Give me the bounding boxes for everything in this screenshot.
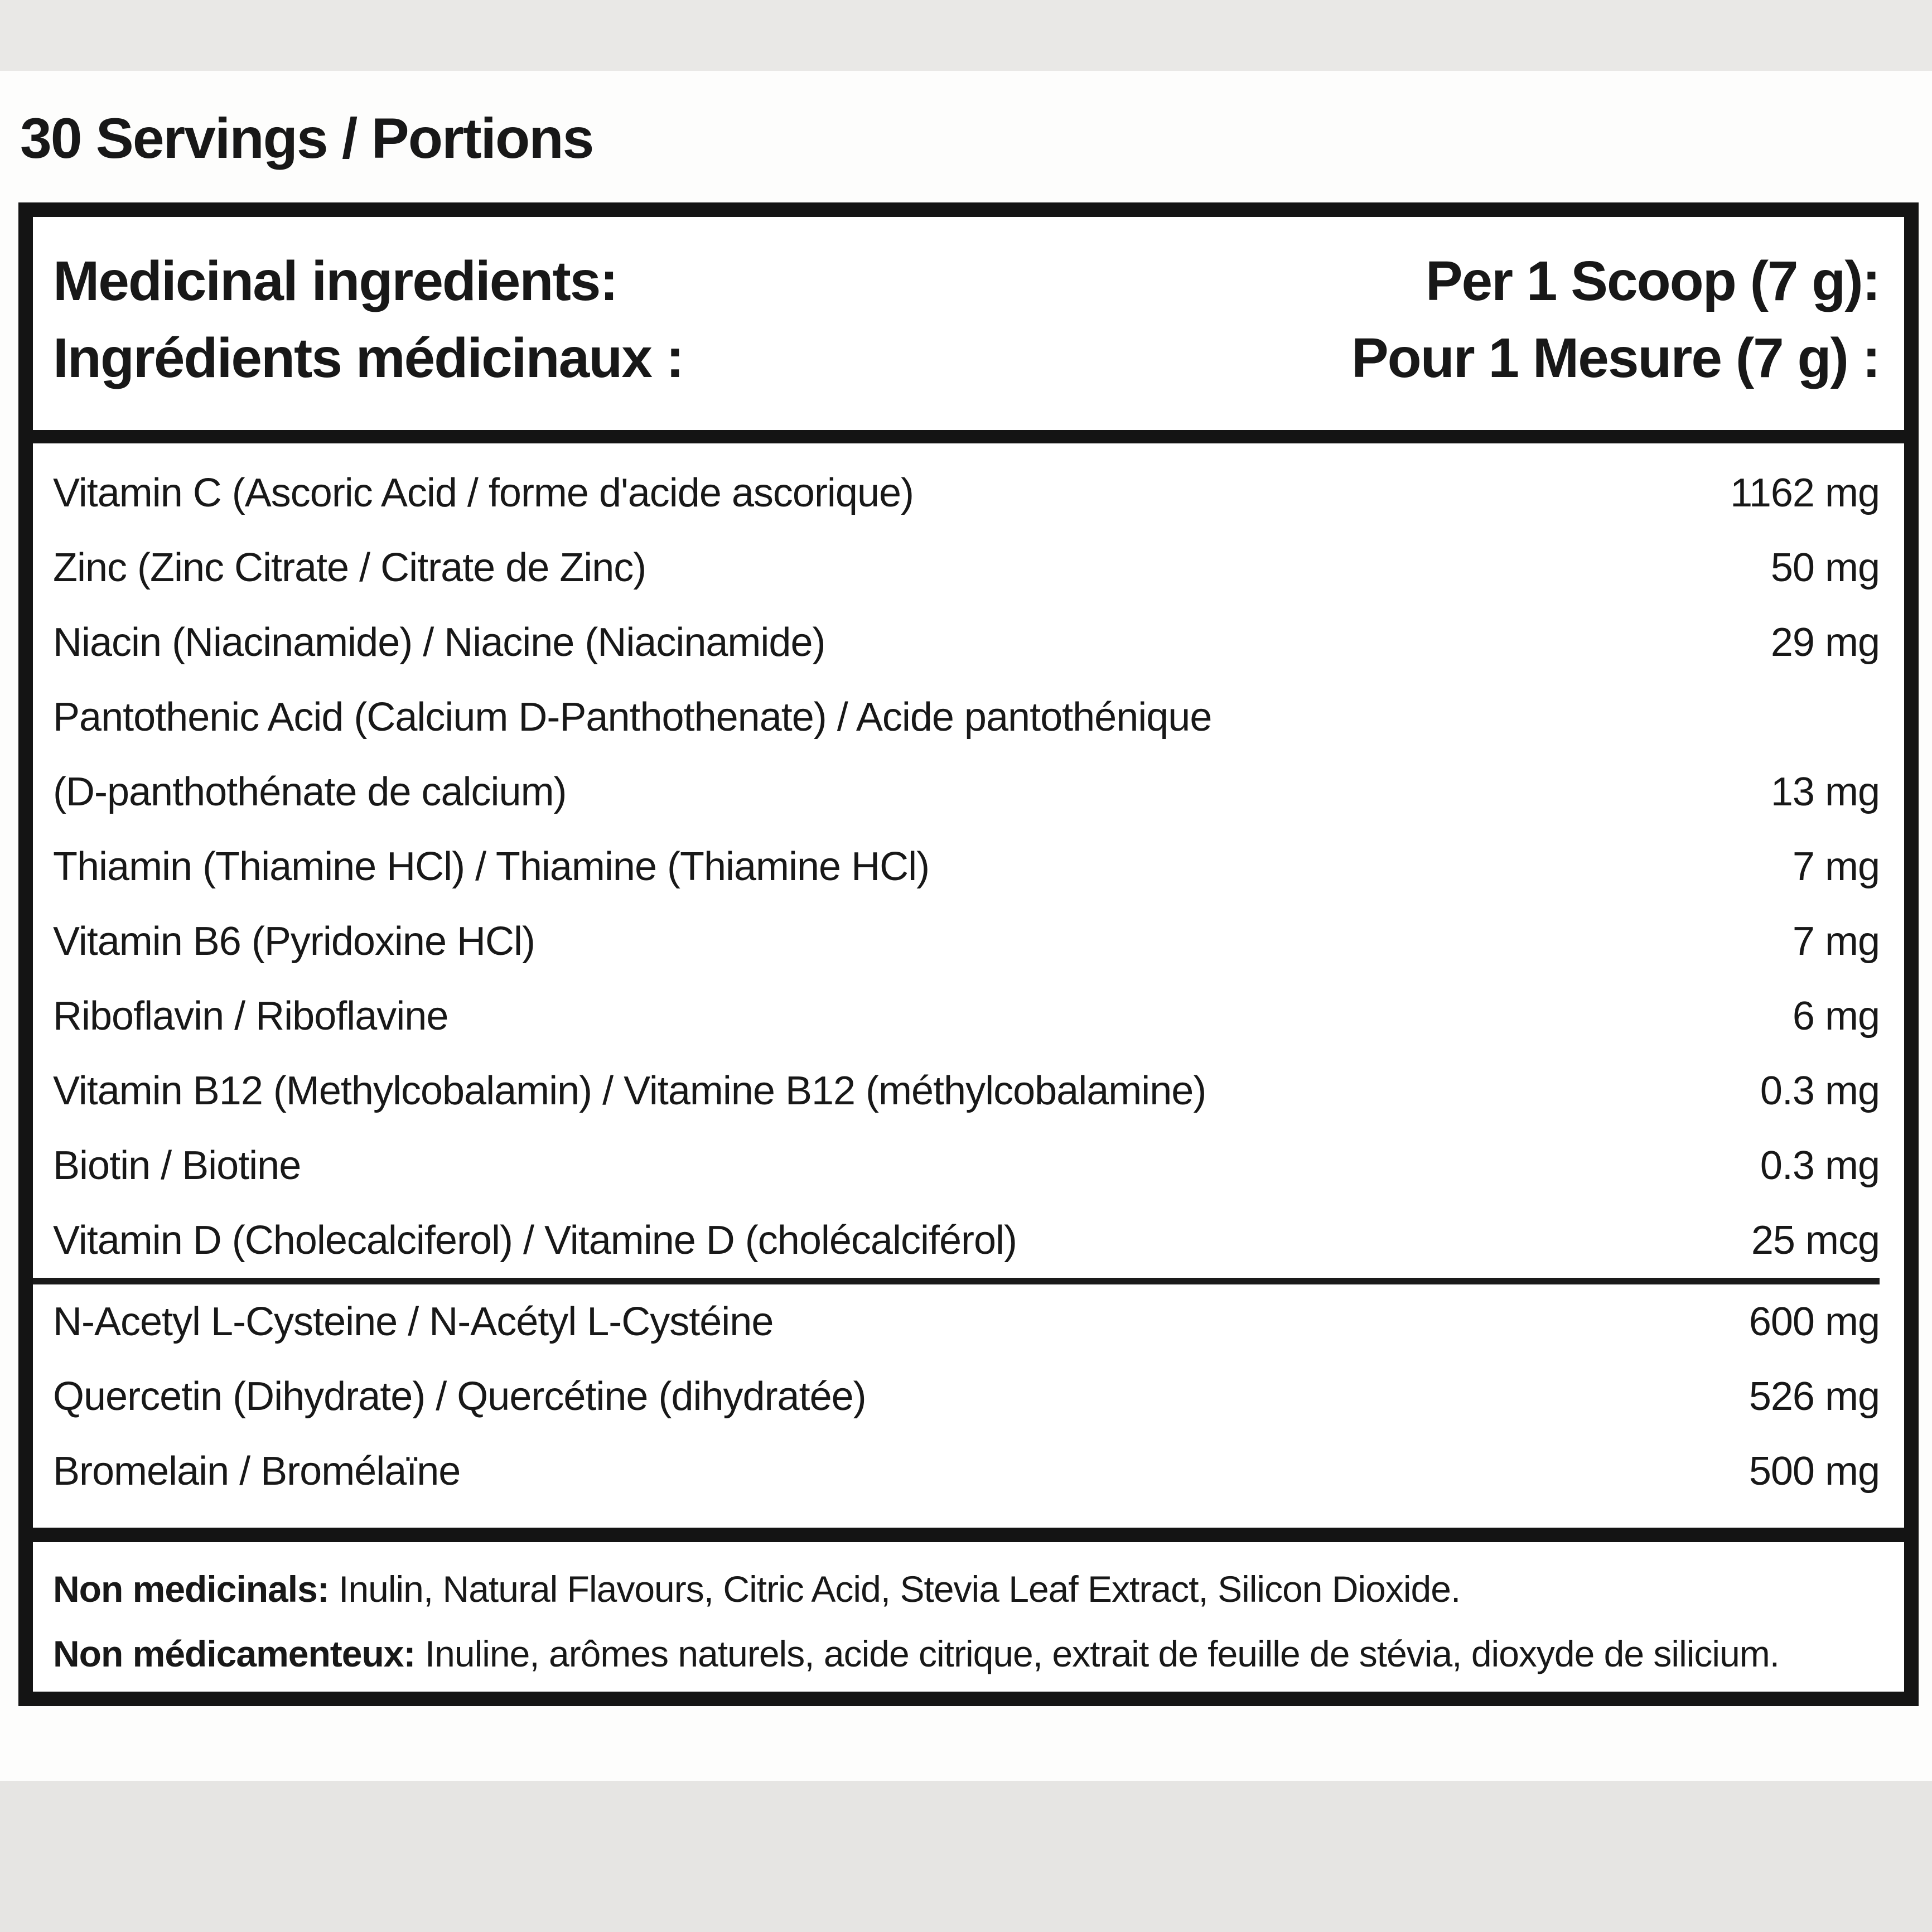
ingredient-value: 50 mg bbox=[1770, 545, 1880, 590]
table-row bbox=[33, 680, 1904, 755]
table-header bbox=[33, 217, 1904, 430]
non-medicinals-en bbox=[53, 1557, 1849, 1621]
ingredient-name: Quercetin (Dihydrate) / Quercétine (dihydratée) bbox=[53, 1374, 866, 1419]
ingredient-name: N-Acetyl L-Cysteine / N-Acétyl L-Cystéine bbox=[53, 1300, 774, 1344]
non-medicinals-section bbox=[33, 1542, 1873, 1692]
section-divider bbox=[33, 1278, 1880, 1284]
table-row bbox=[33, 904, 1904, 979]
ingredient-value: 0.3 mg bbox=[1760, 1069, 1880, 1113]
ingredient-name: Vitamin B12 (Methylcobalamin) / Vitamine B12 (méthylcobalamine) bbox=[53, 1069, 1206, 1113]
servings-title: 30 Servings / Portions bbox=[20, 107, 593, 170]
ingredient-name: Thiamin (Thiamine HCl) / Thiamine (Thiamine HCl) bbox=[53, 844, 930, 889]
header-serving-fr: Pour 1 Mesure (7 g) : bbox=[1351, 327, 1880, 389]
ingredient-name: Pantothenic Acid (Calcium D-Panthothenate) / Acide pantothénique bbox=[53, 695, 1212, 740]
ingredient-value: 7 mg bbox=[1792, 919, 1880, 964]
table-row bbox=[33, 1434, 1904, 1509]
ingredient-name: Zinc (Zinc Citrate / Citrate de Zinc) bbox=[53, 545, 646, 590]
ingredient-value: 526 mg bbox=[1749, 1374, 1880, 1419]
table-row bbox=[33, 979, 1904, 1054]
ingredients-table bbox=[18, 202, 1919, 1706]
header-right bbox=[1351, 243, 1880, 397]
ingredient-name: Biotin / Biotine bbox=[53, 1143, 301, 1188]
supplement-label bbox=[0, 71, 1932, 1781]
table-row bbox=[33, 1203, 1904, 1278]
table-row bbox=[33, 755, 1904, 829]
table-row bbox=[33, 1284, 1904, 1359]
non-medicinals-fr-text: Inuline, arômes naturels, acide citrique, extrait de feuille de stévia, dioxyde de silicium. bbox=[415, 1633, 1780, 1674]
ingredient-value: 500 mg bbox=[1749, 1449, 1880, 1494]
table-row bbox=[33, 605, 1904, 680]
ingredient-name: Vitamin B6 (Pyridoxine HCl) bbox=[53, 919, 535, 964]
header-serving-en: Per 1 Scoop (7 g): bbox=[1425, 250, 1880, 312]
header-divider bbox=[33, 430, 1904, 443]
ingredient-value: 13 mg bbox=[1770, 770, 1880, 814]
ingredient-value: 600 mg bbox=[1749, 1300, 1880, 1344]
non-medicinals-en-label: Non medicinals: bbox=[53, 1568, 329, 1610]
ingredient-rows bbox=[33, 443, 1904, 1509]
ingredient-name: Vitamin D (Cholecalciferol) / Vitamine D (cholécalciférol) bbox=[53, 1218, 1017, 1263]
non-medicinals-en-text: Inulin, Natural Flavours, Citric Acid, Stevia Leaf Extract, Silicon Dioxide. bbox=[329, 1568, 1461, 1610]
table-row bbox=[33, 1128, 1904, 1203]
header-medicinal-en: Medicinal ingredients: bbox=[53, 250, 617, 312]
header-left bbox=[53, 243, 683, 397]
ingredient-value: 25 mcg bbox=[1751, 1218, 1880, 1263]
ingredient-value: 29 mg bbox=[1770, 620, 1880, 665]
ingredient-value: 1162 mg bbox=[1730, 471, 1880, 515]
nonmedicinals-divider bbox=[33, 1528, 1904, 1542]
ingredient-name: (D-panthothénate de calcium) bbox=[53, 770, 567, 814]
table-row bbox=[33, 456, 1904, 530]
ingredient-value: 0.3 mg bbox=[1760, 1143, 1880, 1188]
ingredient-name: Vitamin C (Ascoric Acid / forme d'acide ascorique) bbox=[53, 471, 914, 515]
table-row bbox=[33, 829, 1904, 904]
ingredient-name: Riboflavin / Riboflavine bbox=[53, 994, 448, 1039]
table-row bbox=[33, 1359, 1904, 1434]
non-medicinals-fr bbox=[53, 1621, 1849, 1686]
table-row bbox=[33, 530, 1904, 605]
non-medicinals-fr-label: Non médicamenteux: bbox=[53, 1633, 416, 1674]
header-medicinal-fr: Ingrédients médicinaux : bbox=[53, 327, 684, 389]
ingredient-value: 6 mg bbox=[1792, 994, 1880, 1039]
ingredient-value: 7 mg bbox=[1792, 844, 1880, 889]
ingredient-name: Bromelain / Bromélaïne bbox=[53, 1449, 461, 1494]
ingredient-name: Niacin (Niacinamide) / Niacine (Niacinamide) bbox=[53, 620, 825, 665]
table-row bbox=[33, 1054, 1904, 1128]
